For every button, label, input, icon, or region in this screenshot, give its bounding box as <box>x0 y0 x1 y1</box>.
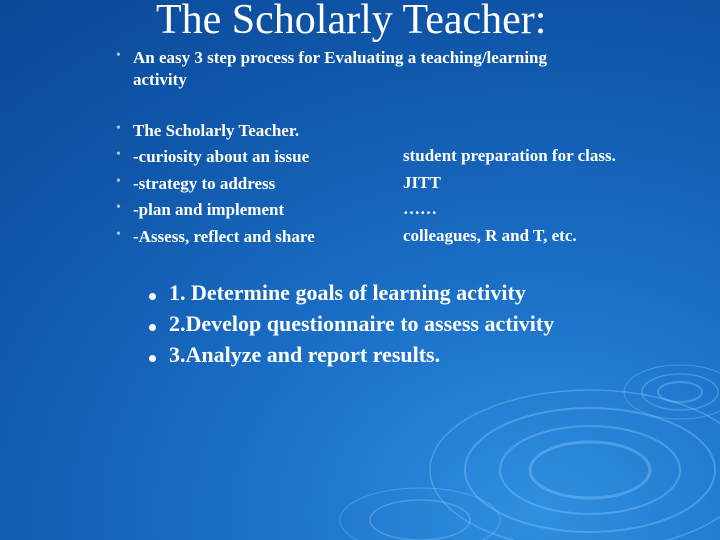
left-bullet-3: -strategy to address <box>133 174 276 193</box>
step-bullet-dot <box>149 355 156 362</box>
intro-line-1: An easy 3 step process for Evaluating a teaching/learning <box>133 48 547 67</box>
intro-line-2: activity <box>133 70 187 89</box>
step-bullet-dot <box>149 324 156 331</box>
left-bullet-1: The Scholarly Teacher. <box>133 121 300 140</box>
slide-title: The Scholarly Teacher: <box>156 0 547 43</box>
bullet-dot: • <box>116 147 121 162</box>
step-bullet-dot <box>149 293 156 300</box>
bullet-dot: • <box>116 174 121 189</box>
bullet-dot: • <box>116 227 121 242</box>
left-bullet-5: -Assess, reflect and share <box>133 227 315 246</box>
bullet-dot: • <box>116 121 121 136</box>
step-1: 1. Determine goals of learning activity <box>169 280 526 305</box>
left-bullet-2: -curiosity about an issue <box>133 147 310 166</box>
right-item-1: student preparation for class. <box>403 146 616 165</box>
right-item-4: colleagues, R and T, etc. <box>403 226 577 245</box>
bullet-dot: • <box>116 48 121 63</box>
left-bullet-4: -plan and implement <box>133 200 285 219</box>
right-item-3: …… <box>403 199 437 218</box>
step-2: 2.Develop questionnaire to assess activity <box>169 311 555 336</box>
bullet-dot: • <box>116 200 121 215</box>
right-item-2: JITT <box>403 173 441 192</box>
step-3: 3.Analyze and report results. <box>169 342 441 367</box>
